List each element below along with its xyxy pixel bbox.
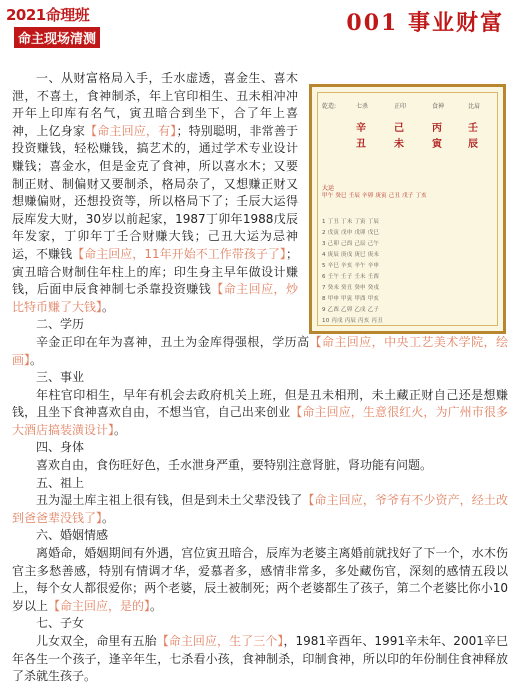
section-heading: 四、身体 xyxy=(36,440,85,455)
text: 辛金正印在年为喜神，丑土为金库得强根，学历高 xyxy=(36,334,310,349)
text: ，1981辛酉年、1991辛未年、2001辛巳年各生一个孩子，逢辛年生，七杀看小孩，食神制杀，印制食神，所以印的年份制住食神释放了杀就生孩子。 xyxy=(12,634,508,684)
text: ；特别聪明，非常善于投资赚钱，轻松赚钱，搞艺术的，通过学术专业设计赚钱；喜金水，但是金克了食神，所以喜水木；又要制正财、制偏财又要制杀，格局杂了，又想赚正财又想赚偏财，还想投资等，所以格局下了；壬辰大运得辰库发大财，30岁以前起家，1987丁卯年1988戊辰年发家，丁卯年丁壬合财赚大钱；己丑大运为忌神运，不赚钱 xyxy=(12,123,298,261)
chart-branch: 丑 xyxy=(356,139,366,150)
section-career xyxy=(12,387,508,440)
chart-row: 4 庚辰 庚戌 庚巳 庚未 xyxy=(322,252,380,258)
text: ；寅丑暗合财制住年柱上的库；印生身主早年做设计赚钱，后面申辰食神制七杀靠投资赚钱 xyxy=(12,246,298,297)
chart-stem: 丙 xyxy=(432,123,442,134)
text: 。 xyxy=(114,422,127,437)
section-heading: 二、学历 xyxy=(36,317,85,332)
chart-label: 食神 xyxy=(432,103,445,110)
client-note: 【命主回应，是的】 xyxy=(48,598,151,613)
chart-label: 七杀 xyxy=(356,103,369,110)
chart-stem: 壬 xyxy=(468,123,478,134)
section-education xyxy=(12,334,508,369)
client-note: 【命主回应，生了三个】 xyxy=(156,634,284,648)
chart-label: 比肩 xyxy=(468,103,481,110)
chart-row: 10 丙戌 丙辰 丙亥 丙丑 xyxy=(322,318,383,324)
page-header xyxy=(0,0,518,52)
watermark-title: 2021命理班 xyxy=(6,6,90,24)
text: 。 xyxy=(150,598,163,613)
section-ancestry xyxy=(12,492,508,527)
text: 儿女双全，命里有五胎 xyxy=(36,634,157,648)
section-heading: 三、事业 xyxy=(36,370,85,385)
client-note: 【命主回应，生意很红火，为广州市很多大酒店搞装潢设计】 xyxy=(12,405,508,437)
text: 。 xyxy=(102,510,115,525)
client-note: 【命主回应，炒比特币赚了大钱】 xyxy=(12,282,298,314)
chart-label: 乾造: xyxy=(322,103,337,110)
text: 离婚命，婚姻期间有外遇，宫位寅丑暗合，辰库为老婆主离婚前就找好了下一个，水木伤官主多愁善感，特别有情调才华，爱慕者多，感情非常多，多处藏伤官，深刻的感情五段以上，每个女人都很爱你；两个老婆，辰土被制死；两个老婆都生了孩子，第二个老婆比你小10岁以上 xyxy=(12,546,508,613)
chart-branch: 未 xyxy=(394,139,404,150)
chart-row: 8 甲申 甲寅 甲酉 甲亥 xyxy=(322,296,380,302)
text: 年柱官印相生，早年有机会去政府机关上班，但是丑未相刑，未土藏正财自己还是想赚钱，且坐下食神喜欢自由，不想当官，自己出来创业 xyxy=(12,387,508,420)
text: 丑为湿土库主祖上很有钱，但是到未土父辈没钱了 xyxy=(36,493,303,508)
dayun-label: 大运 xyxy=(322,185,335,192)
chart-row: 7 癸未 癸丑 癸申 癸戌 xyxy=(322,285,380,291)
client-note: 【命主回应，11年开始不工作带孩子了】 xyxy=(72,246,286,261)
chart-row: 5 辛巳 辛亥 辛午 辛申 xyxy=(322,263,380,269)
client-note: 【命主回应，爷爷有不少资产，经土改到爸爸辈没钱了】 xyxy=(12,493,508,525)
section-wealth xyxy=(12,70,298,316)
chart-row: 2 戊寅 戊申 戊卯 戊巳 xyxy=(322,230,380,236)
document-body xyxy=(12,70,508,686)
section-children xyxy=(12,633,508,686)
chart-branch: 辰 xyxy=(468,139,478,150)
section-heading: 六、婚姻情感 xyxy=(36,528,109,543)
section-health: 喜欢自由，食伤旺好色，壬水泄身严重，要特别注意肾脏，肾功能有问题。 xyxy=(36,458,433,473)
chart-branch: 寅 xyxy=(432,139,442,150)
chart-row: 1 丁丑 丁未 丁寅 丁辰 xyxy=(322,219,380,225)
chart-stem: 己 xyxy=(394,123,404,134)
subtitle-badge: 命主现场清测 xyxy=(14,27,100,48)
page-title: 001 事业财富 xyxy=(346,10,504,36)
chart-row: 9 乙酉 乙卯 乙戌 乙子 xyxy=(322,307,380,313)
dayun-row: 甲午 癸巳 壬辰 辛卯 庚寅 己丑 戊子 丁亥 xyxy=(322,193,427,199)
chart-label: 正印 xyxy=(394,103,407,110)
chart-row: 3 己卯 己酉 己辰 己午 xyxy=(322,241,380,247)
client-note: 【命主回应，有】 xyxy=(85,123,177,138)
section-heading: 五、祖上 xyxy=(36,475,85,490)
client-note: 【命主回应，中央工艺美术学院，绘画】 xyxy=(12,334,508,367)
text: 。 xyxy=(102,299,115,314)
text: 一、从财富格局入手，壬水虚透，喜金生、喜木泄，不喜土，食神制杀，年上官印相生、丑未相冲冲开年上印库有名气，寅丑暗合到坐下，合了年上喜神，上亿身家 xyxy=(12,71,298,138)
section-marriage xyxy=(12,545,508,615)
chart-row: 6 壬午 壬子 壬未 壬酉 xyxy=(322,274,380,280)
chart-stem: 辛 xyxy=(356,123,366,134)
text: 。 xyxy=(30,352,43,367)
section-heading: 七、子女 xyxy=(36,616,85,631)
